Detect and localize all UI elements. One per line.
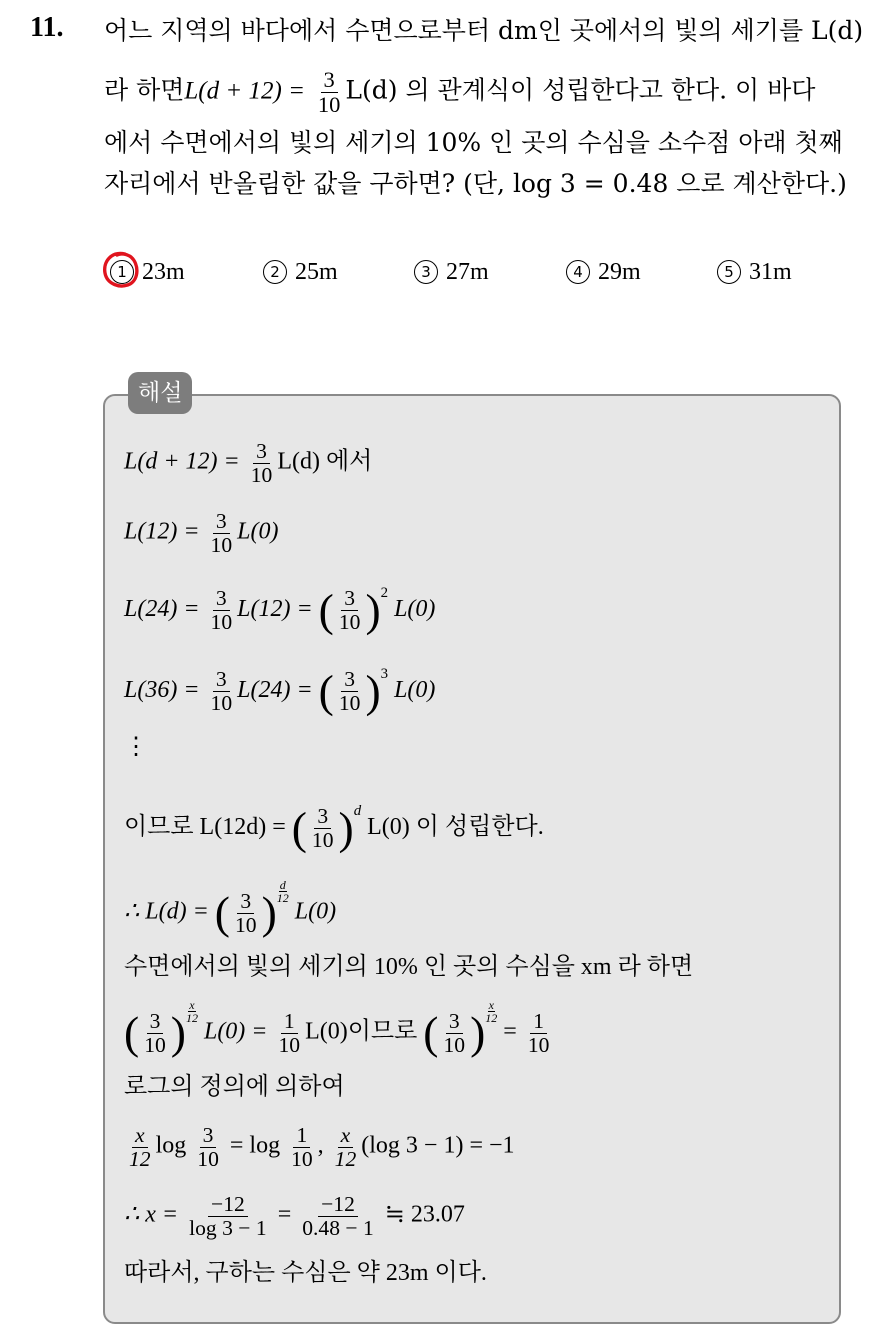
right-paren: ) <box>261 887 277 939</box>
question-number: 11. <box>30 12 64 43</box>
question-line-3: 에서 수면에서의 빛의 세기의 10% 인 곳의 수심을 소수점 아래 첫째 <box>104 128 843 157</box>
choice-number-1: 1 <box>110 260 134 284</box>
choice-number-5: 5 <box>717 260 741 284</box>
denominator: 10 <box>527 1032 550 1057</box>
numerator: x <box>488 997 494 1012</box>
numerator: 3 <box>341 668 358 692</box>
denominator: 10 <box>250 462 273 487</box>
denominator: 10 <box>210 690 233 715</box>
choice-4[interactable] <box>566 257 641 286</box>
numerator: 1 <box>293 1124 310 1148</box>
math: L(24) = <box>124 596 200 622</box>
denominator: 10 <box>311 827 334 852</box>
numerator: −12 <box>208 1193 248 1217</box>
right-paren: ) <box>170 1007 186 1059</box>
fraction-3-10 <box>315 68 344 116</box>
question-text: L(d) 의 관계식이 성립한다고 한다. 이 바다 <box>345 75 816 105</box>
choice-label: 23m <box>142 259 185 285</box>
math: L(d + 12) = <box>124 448 240 475</box>
explanation-line-3 <box>124 586 435 634</box>
choice-number-3: 3 <box>414 260 438 284</box>
exponent-fraction <box>485 999 497 1024</box>
explanation-line-12: 따라서, 구하는 수심은 약 23m 이다. <box>124 1260 487 1286</box>
math: L(24) = <box>237 677 313 703</box>
denominator: 0.48 − 1 <box>302 1215 374 1240</box>
equation-lhs: L(d + 12) = <box>184 77 305 105</box>
math: ≒ 23.07 <box>384 1201 465 1228</box>
explanation-tag: 해설 <box>128 372 192 414</box>
question-line-1: 어느 지역의 바다에서 수면으로부터 dm인 곳에서의 빛의 세기를 L(d) <box>104 16 864 45</box>
right-paren: ) <box>470 1007 486 1059</box>
right-paren: ) <box>338 802 354 854</box>
math: ∴ L(d) = <box>124 898 209 925</box>
right-paren: ) <box>365 584 381 636</box>
explanation-line-2 <box>124 510 278 556</box>
numerator: 3 <box>200 1124 217 1148</box>
explanation-line-8 <box>124 997 554 1059</box>
explanation-line-5 <box>124 804 544 852</box>
exponent-fraction <box>186 999 198 1024</box>
explanation-line-11 <box>124 1193 465 1239</box>
denominator: 10 <box>210 532 233 557</box>
numerator: 1 <box>281 1010 298 1034</box>
denominator: 10 <box>338 690 361 715</box>
numerator: 3 <box>341 587 358 611</box>
fraction-m12-048 <box>299 1193 377 1239</box>
exponent-fraction <box>277 879 289 904</box>
math: = log <box>229 1132 281 1159</box>
math: L(0) <box>294 898 337 925</box>
fraction-3-10 <box>248 440 276 486</box>
numerator: −12 <box>318 1193 358 1217</box>
numerator: 3 <box>213 587 230 611</box>
math: L(12) = <box>124 518 200 545</box>
math: L(0) <box>394 677 436 703</box>
fraction-3-10 <box>440 1010 468 1056</box>
fraction-x-12 <box>332 1124 360 1170</box>
math: = <box>277 1201 292 1228</box>
choice-5[interactable] <box>717 257 792 286</box>
numerator: 3 <box>213 668 230 692</box>
math: (log 3 − 1) = −1 <box>361 1132 515 1159</box>
fraction-3-10 <box>194 1124 222 1170</box>
exponent: 3 <box>380 666 389 682</box>
denominator: 12 <box>185 1010 198 1025</box>
fraction-3-10 <box>141 1010 169 1056</box>
denominator: 12 <box>334 1146 357 1171</box>
numerator: x <box>132 1124 148 1148</box>
answer-circle-mark-icon <box>101 250 141 290</box>
numerator: 1 <box>530 1010 547 1034</box>
fraction-1-10 <box>276 1010 304 1056</box>
math: 이므로 L(12d) = <box>124 814 286 840</box>
fraction-1-10 <box>288 1124 316 1170</box>
denominator: 10 <box>278 1032 301 1057</box>
numerator: x <box>189 997 195 1012</box>
explanation-line-10 <box>124 1124 515 1170</box>
right-paren: ) <box>365 665 381 717</box>
explanation-line-6 <box>124 877 337 939</box>
explanation-line-7: 수면에서의 빛의 세기의 10% 인 곳의 수심을 xm 라 하면 <box>124 954 694 980</box>
exponent: d <box>353 803 362 819</box>
choice-label: 25m <box>295 259 338 285</box>
numerator: x <box>338 1124 354 1148</box>
question-line-4: 자리에서 반올림한 값을 구하면? (단, log 3 = 0.48 으로 계산한다.) <box>104 169 847 198</box>
question-text: 라 하면 <box>104 75 185 105</box>
math: L(0) 이 성립한다. <box>367 814 544 840</box>
numerator: 3 <box>147 1010 164 1034</box>
numerator: 3 <box>253 440 270 464</box>
left-paren: ( <box>124 1007 140 1059</box>
fraction-3-10 <box>232 890 260 936</box>
math: L(0)이므로 <box>305 1018 418 1045</box>
math: L(12) = <box>237 596 313 622</box>
numerator: 3 <box>314 805 331 829</box>
math: log <box>155 1132 187 1159</box>
denominator: 10 <box>317 91 341 117</box>
denominator: log 3 − 1 <box>189 1215 267 1240</box>
numerator: 3 <box>321 68 338 93</box>
vertical-ellipsis: ⋮ <box>124 734 148 760</box>
denominator: 12 <box>276 890 289 905</box>
fraction-3-10 <box>336 668 364 714</box>
math: ∴ x = <box>124 1201 179 1228</box>
left-paren: ( <box>318 584 334 636</box>
math: L(d) 에서 <box>277 448 373 475</box>
denominator: 10 <box>144 1032 166 1057</box>
denominator: 10 <box>443 1032 466 1057</box>
fraction-m12-log <box>186 1193 270 1239</box>
denominator: 10 <box>197 1146 219 1171</box>
numerator: 3 <box>446 1010 463 1034</box>
denominator: 10 <box>210 609 233 634</box>
choice-label: 31m <box>749 259 792 285</box>
numerator: d <box>279 877 286 892</box>
fraction-x-12 <box>126 1124 154 1170</box>
numerator: 3 <box>237 890 254 914</box>
math: L(36) = <box>124 677 200 703</box>
denominator: 10 <box>291 1146 313 1171</box>
fraction-3-10 <box>208 587 236 633</box>
choice-3[interactable] <box>414 257 489 286</box>
numerator: 3 <box>213 510 230 534</box>
choice-number-4: 4 <box>566 260 590 284</box>
explanation-line-1 <box>124 440 372 486</box>
denominator: 12 <box>485 1010 498 1025</box>
question-line-2 <box>104 68 815 116</box>
denominator: 12 <box>129 1146 151 1171</box>
explanation-line-9: 로그의 정의에 의하여 <box>124 1074 345 1100</box>
left-paren: ( <box>291 802 307 854</box>
math: L(0) <box>237 518 279 545</box>
denominator: 10 <box>234 912 257 937</box>
denominator: 10 <box>338 609 361 634</box>
choice-label: 29m <box>598 259 641 285</box>
left-paren: ( <box>214 887 230 939</box>
left-paren: ( <box>318 665 334 717</box>
math: L(0) = <box>203 1018 268 1045</box>
exponent: 2 <box>380 585 389 601</box>
math: , <box>317 1132 324 1159</box>
left-paren: ( <box>423 1007 439 1059</box>
fraction-1-10 <box>525 1010 553 1056</box>
fraction-3-10 <box>208 510 236 556</box>
math: = <box>503 1018 517 1045</box>
math: L(0) <box>394 596 436 622</box>
choice-number-2: 2 <box>263 260 287 284</box>
fraction-3-10 <box>309 805 337 851</box>
choice-label: 27m <box>446 259 489 285</box>
fraction-3-10 <box>208 668 236 714</box>
explanation-line-4 <box>124 667 435 715</box>
fraction-3-10 <box>336 587 364 633</box>
choice-2[interactable] <box>263 257 338 286</box>
